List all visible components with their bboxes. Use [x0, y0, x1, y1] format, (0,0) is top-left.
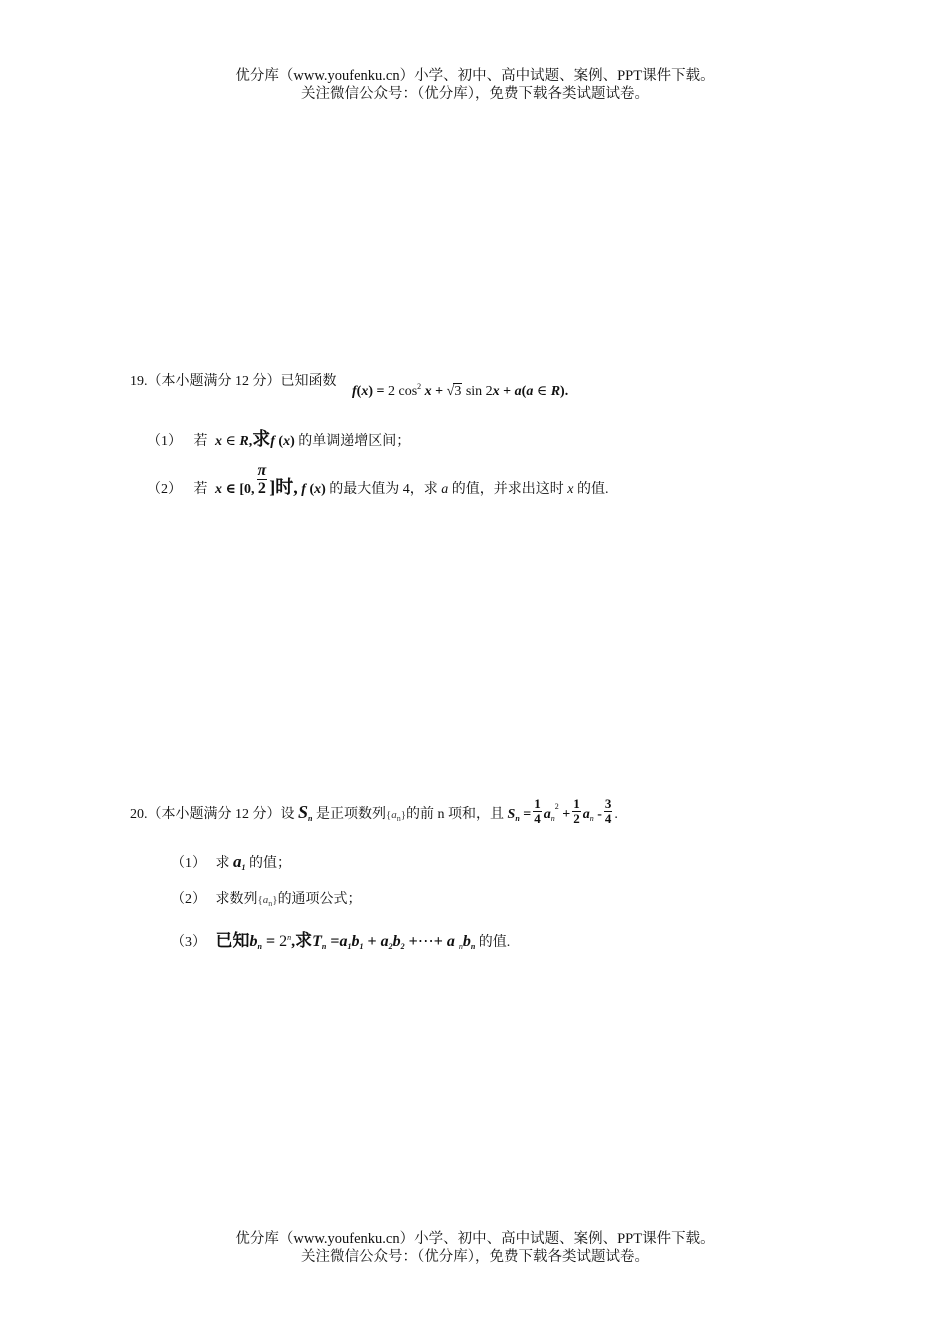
q19-part2-math: x ∈ [0, $\frac{\pi}{2}$ ]时, f (x) — [215, 462, 326, 497]
pi-over-2-fraction: $\frac{\pi}{2}$ — [257, 462, 267, 497]
q19-prefix: 19.（本小题满分 12 分）已知函数 — [130, 374, 337, 389]
q20-part2-suffix: 的通项公式； — [277, 892, 362, 907]
q19-part1-suffix: 的单调递增区间； — [298, 434, 411, 449]
question-20-part-2: （2） 求数列$\{a_n\}$的通项公式； — [171, 892, 362, 908]
q20-part3-qiu: 求 — [295, 931, 313, 950]
q20-part3-math: $b_n = 2^n$, — [249, 933, 296, 951]
page-header — [0, 67, 950, 103]
page-footer — [0, 1230, 950, 1266]
q20-part3-sum: $T_n =a_1b_1 + a_2b_2$ +⋯+ a $_nb_n$ — [312, 933, 476, 951]
q19-part1-qiu: 求 — [252, 429, 271, 449]
q19-function: f(x) = 2 $\cos^2 x + √3$ sin 2x + a(a ∈ R). — [352, 382, 569, 399]
footer-line-2: 关注微信公众号：（优分库），免费下载各类试题试卷。 — [301, 1249, 649, 1265]
question-19-part-1 — [147, 425, 410, 451]
question-20-part-1: （1） 求 $a_1$ 的值； — [171, 852, 291, 872]
q19-part2-ruo: 若 — [193, 481, 208, 497]
question-20-stem: 20.（本小题满分 12 分）设 $S_n$ 是正项数列$_{\{a_n\}}$的前 n 项和，且 $S_n$ = $\frac{1}{4}$ $a_n^2$ + $\frac{1}{2}$ $a_n$ - $\frac{3}{4}$ . — [130, 796, 618, 826]
q20-part3-known: 已知 — [215, 931, 250, 950]
q20-part1-label: （1） — [171, 856, 206, 871]
q20-part1-text: 求 — [215, 856, 230, 871]
q20-prefix: 20.（本小题满分 12 分）设 — [130, 806, 295, 822]
q19-part2-shi: 时, — [275, 476, 298, 497]
q19-part2-suffix-2: 的值，并求出这时 — [451, 481, 564, 497]
q19-part1-label: （1） — [147, 434, 182, 449]
question-19-stem — [130, 370, 569, 399]
question-20-part-3 — [171, 926, 510, 951]
header-line-2: 关注微信公众号：（优分库），免费下载各类试题试卷。 — [301, 86, 649, 102]
q19-part1-ruo: 若 — [193, 434, 208, 449]
q20-part3-suffix: 的值. — [478, 935, 511, 950]
q20-part2-text: 求数列 — [215, 892, 258, 907]
q20-part2-label: （2） — [171, 892, 206, 907]
q19-part2-label: （2） — [147, 481, 182, 497]
q19-part2-suffix-1: 的最大值为 4，求 — [329, 481, 438, 497]
header-line-1: 优分库（www.youfenku.cn）小学、初中、高中试题、案例、PPT课件下载。 — [235, 68, 715, 84]
q20-sn-formula: $S_n$ = $\frac{1}{4}$ $a_n^2$ + $\frac{1}{2}$ $a_n$ - $\frac{3}{4}$ . — [507, 796, 618, 826]
question-19-part-2: （2） 若 x ∈ [0, $\frac{\pi}{2}$ ]时, f (x) 的最大值为 4，求 a 的值，并求出这时 x 的值. — [147, 462, 609, 497]
q19-part2-suffix-3: 的值. — [577, 481, 609, 497]
footer-line-1: 优分库（www.youfenku.cn）小学、初中、高中试题、案例、PPT课件下载。 — [235, 1231, 715, 1247]
q19-part1-math: x ∈ R, — [215, 434, 253, 449]
q20-part1-suffix: 的值； — [249, 856, 291, 871]
q20-mid-2: 的前 n 项和，且 — [406, 806, 505, 822]
q20-mid-1: 是正项数列 — [315, 806, 386, 822]
q19-part1-fx: f (x) — [270, 434, 295, 449]
q20-part3-label: （3） — [171, 935, 206, 950]
